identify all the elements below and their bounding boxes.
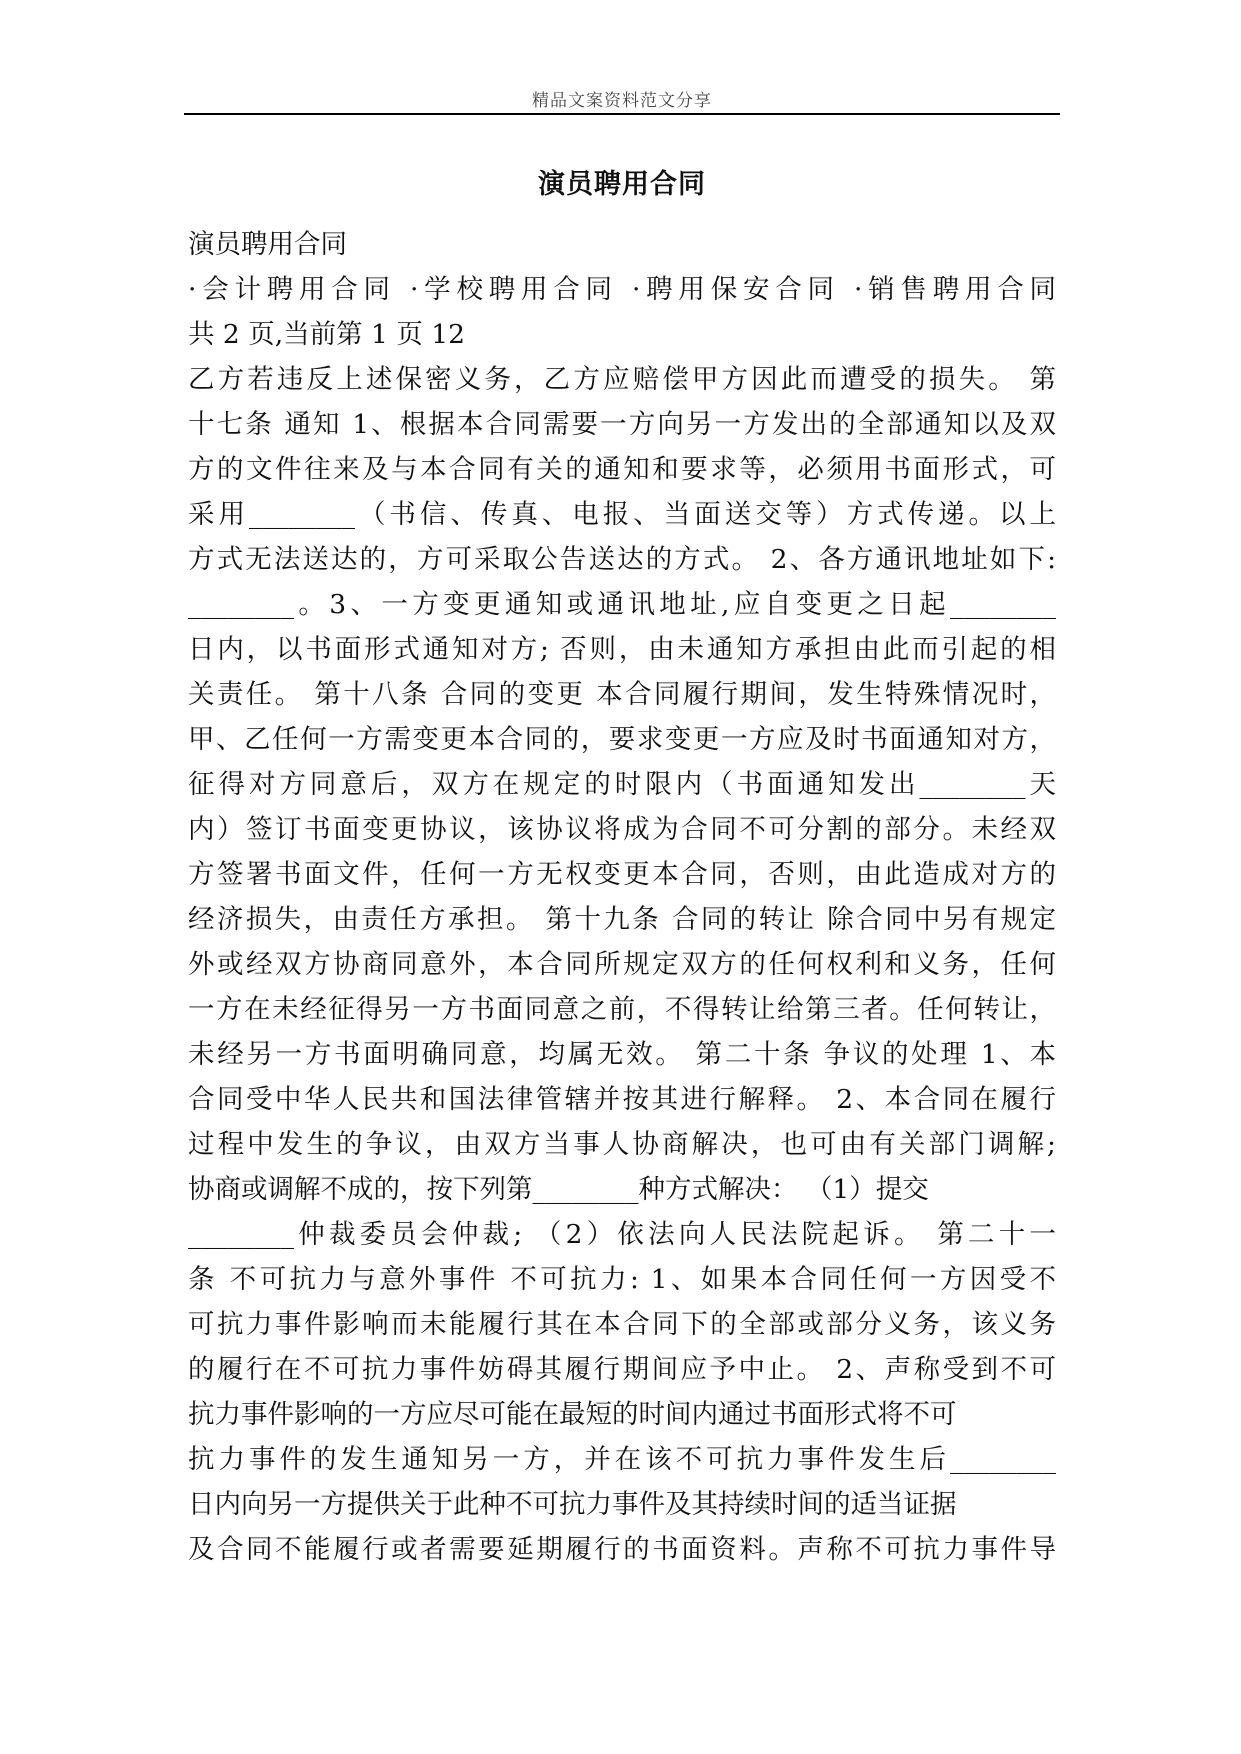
body-line: 的履行在不可抗力事件妨碍其履行期间应予中止。 2、声称受到不可 <box>188 1354 1056 1385</box>
body-line: 内）签订书面变更协议，该协议将成为合同不可分割的部分。未经双 <box>188 814 1056 845</box>
body-line: 关责任。 第十八条 合同的变更 本合同履行期间，发生特殊情况时， <box>188 679 1056 710</box>
body-line: 抗力事件的发生通知另一方，并在该不可抗力事件发生后________ <box>188 1444 1056 1475</box>
body-line: 可抗力事件影响而未能履行其在本合同下的全部或部分义务，该义务 <box>188 1309 1056 1340</box>
body-line: 十七条 通知 1、根据本合同需要一方向另一方发出的全部通知以及双 <box>188 409 1056 440</box>
body-line: 方式无法送达的，方可采取公告送达的方式。 2、各方通讯地址如下: <box>188 544 1056 575</box>
body-line: ·会计聘用合同 ·学校聘用合同 ·聘用保安合同 ·销售聘用合同 <box>188 274 1056 305</box>
body-line: 外或经双方协商同意外，本合同所规定双方的任何权利和义务，任何 <box>188 949 1056 980</box>
body-line: 采用________（书信、传真、电报、当面送交等）方式传递。以上 <box>188 499 1056 530</box>
body-line: 乙方若违反上述保密义务，乙方应赔偿甲方因此而遭受的损失。 第 <box>188 364 1056 395</box>
body-line: 共 2 页,当前第 1 页 12 <box>188 319 465 350</box>
body-line: 甲、乙任何一方需变更本合同的，要求变更一方应及时书面通知对方， <box>188 724 1056 755</box>
body-line: 未经另一方书面明确同意，均属无效。 第二十条 争议的处理 1、本 <box>188 1039 1056 1070</box>
body-line: 经济损失，由责任方承担。 第十九条 合同的转让 除合同中另有规定 <box>188 904 1056 935</box>
body-line: 过程中发生的争议，由双方当事人协商解决，也可由有关部门调解; <box>188 1129 1056 1160</box>
header-rule <box>184 113 1060 115</box>
body-line: ________仲裁委员会仲裁; （2）依法向人民法院起诉。 第二十一 <box>188 1219 1056 1250</box>
body-line: 演员聘用合同 <box>188 229 347 260</box>
body-line: 方签署书面文件，任何一方无权变更本合同，否则，由此造成对方的 <box>188 859 1056 890</box>
body-line: 条 不可抗力与意外事件 不可抗力: 1、如果本合同任何一方因受不 <box>188 1264 1056 1295</box>
body-line: 日内，以书面形式通知对方; 否则，由未通知方承担由此而引起的相 <box>188 634 1056 665</box>
body-line: ________。3、一方变更通知或通讯地址,应自变更之日起________ <box>188 589 1056 620</box>
body-line: 抗力事件影响的一方应尽可能在最短的时间内通过书面形式将不可 <box>188 1399 957 1430</box>
body-line: 合同受中华人民共和国法律管辖并按其进行解释。 2、本合同在履行 <box>188 1084 1056 1115</box>
body-line: 及合同不能履行或者需要延期履行的书面资料。声称不可抗力事件导 <box>188 1534 1056 1565</box>
document-title: 演员聘用合同 <box>538 169 706 200</box>
body-line: 方的文件往来及与本合同有关的通知和要求等，必须用书面形式，可 <box>188 454 1056 485</box>
body-line: 协商或调解不成的，按下列第________种方式解决： （1）提交 <box>188 1174 929 1205</box>
document-body <box>188 222 1056 1572</box>
body-line: 征得对方同意后，双方在规定的时限内（书面通知发出________天 <box>188 769 1056 800</box>
body-line: 日内向另一方提供关于此种不可抗力事件及其持续时间的适当证据 <box>188 1489 957 1520</box>
body-line: 一方在未经征得另一方书面同意之前，不得转让给第三者。任何转让， <box>188 994 1056 1025</box>
page-header: 精品文案资料范文分享 <box>532 91 712 111</box>
